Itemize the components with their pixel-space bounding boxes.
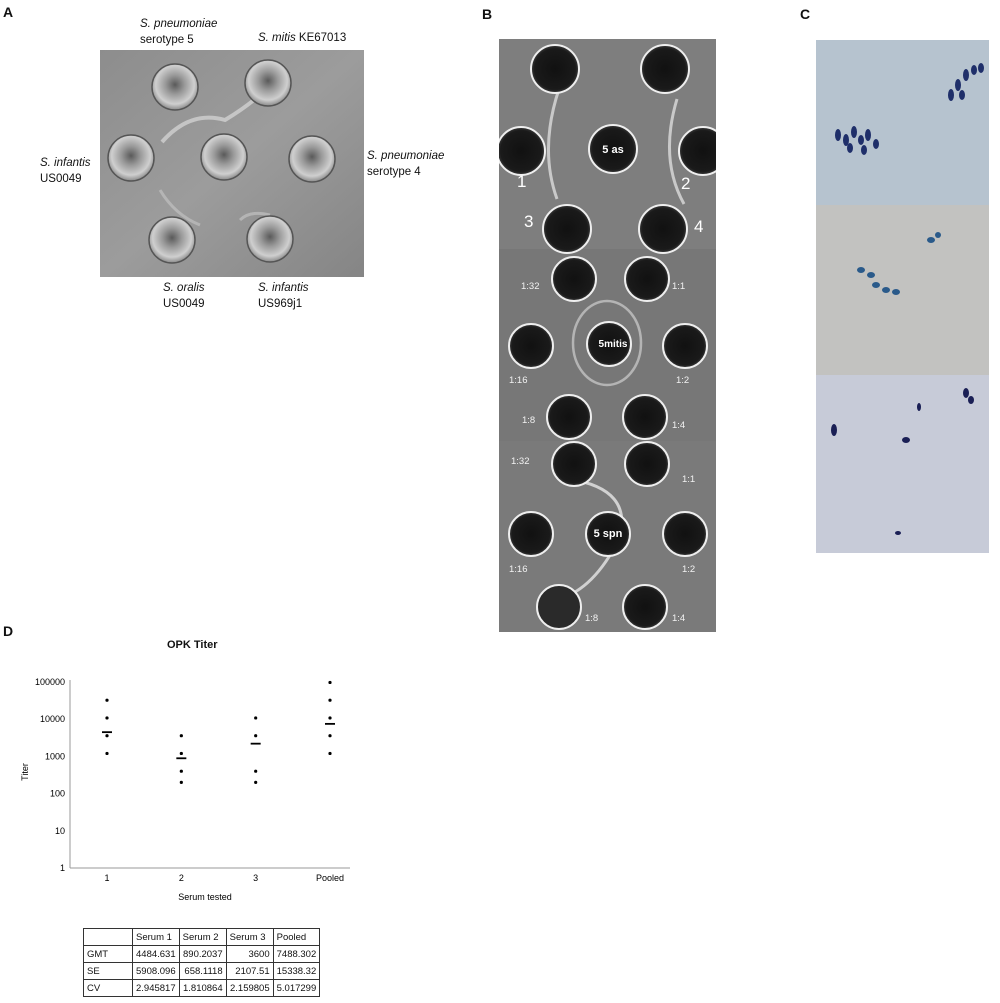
y-tick-label: 10 xyxy=(54,825,65,836)
table-cell: Serum 2 xyxy=(179,929,226,946)
well-number: 1 xyxy=(517,172,527,191)
agar-plate-photo-b xyxy=(499,39,716,632)
data-point xyxy=(328,752,331,755)
table-header-row xyxy=(84,929,320,946)
species-name: S. mitis xyxy=(258,32,296,44)
well-number: 3 xyxy=(524,212,534,231)
label-s-mitis xyxy=(258,30,346,46)
dilution-label: 1:1 xyxy=(672,281,686,292)
table-cell: 5.017299 xyxy=(273,980,320,997)
species-name: S. pneumoniae xyxy=(140,18,218,30)
table-cell: 658.1118 xyxy=(179,963,226,980)
table-cell: 4484.631 xyxy=(133,946,180,963)
data-point xyxy=(105,752,108,755)
well-number: 2 xyxy=(681,174,691,193)
y-tick-label: 10000 xyxy=(39,714,65,725)
species-name: S. oralis xyxy=(163,282,205,294)
table-cell: Serum 1 xyxy=(133,929,180,946)
species-name: S. pneumoniae xyxy=(367,150,445,162)
dilution-label: 1:2 xyxy=(676,375,690,386)
table-cell: CV xyxy=(84,980,133,997)
table-cell: 5908.096 xyxy=(133,963,180,980)
strain-name: serotype 4 xyxy=(367,166,421,178)
table-cell: 2107.51 xyxy=(226,963,273,980)
table-row xyxy=(84,980,320,997)
x-tick-label: 2 xyxy=(178,873,184,883)
data-point xyxy=(254,716,257,719)
label-s-pneumoniae-5 xyxy=(140,16,217,48)
micrograph-strip-c xyxy=(816,40,989,553)
y-tick-label: 1 xyxy=(59,863,65,873)
strain-name: serotype 5 xyxy=(140,34,194,46)
table-cell: 2.945817 xyxy=(133,980,180,997)
data-point xyxy=(254,781,257,784)
dilution-label: 1:16 xyxy=(509,375,528,386)
opk-titer-chart xyxy=(15,670,360,915)
dilution-label: 1:2 xyxy=(682,564,696,575)
x-tick-label: 3 xyxy=(253,873,259,883)
data-point xyxy=(328,716,331,719)
x-tick-label: 1 xyxy=(104,873,110,883)
table-cell: Pooled xyxy=(273,929,320,946)
data-point xyxy=(105,734,108,737)
data-point xyxy=(328,734,331,737)
label-s-infantis-left xyxy=(40,155,91,187)
table-cell: 15338.32 xyxy=(273,963,320,980)
table-cell: 7488.302 xyxy=(273,946,320,963)
dilution-label: 1:8 xyxy=(585,613,599,624)
label-s-infantis-bottom xyxy=(258,280,309,312)
dilution-label: 1:32 xyxy=(511,456,530,467)
label-s-oralis xyxy=(163,280,205,312)
table-cell: 3600 xyxy=(226,946,273,963)
data-point xyxy=(180,781,183,784)
species-name: S. infantis xyxy=(258,282,309,294)
table-cell: 2.159805 xyxy=(226,980,273,997)
label-s-pneumoniae-4 xyxy=(367,148,444,180)
table-cell xyxy=(84,929,133,946)
strain-name: KE67013 xyxy=(298,32,347,44)
table-row xyxy=(84,946,320,963)
dilution-label: 1:1 xyxy=(682,474,696,485)
dilution-label: 1:32 xyxy=(521,281,540,292)
data-point xyxy=(328,681,331,684)
dilution-label: 1:16 xyxy=(509,564,528,575)
table-cell: 1.810864 xyxy=(179,980,226,997)
dilution-label: 1:4 xyxy=(672,613,686,624)
species-name: S. infantis xyxy=(40,157,91,169)
data-point xyxy=(105,699,108,702)
center-label: 5 spn xyxy=(593,528,623,540)
dilution-label: 1:8 xyxy=(522,415,536,426)
panel-letter-d: D xyxy=(3,623,14,639)
table-cell: Serum 3 xyxy=(226,929,273,946)
y-tick-label: 100 xyxy=(49,788,65,799)
data-point xyxy=(328,699,331,702)
center-label: 5mitis xyxy=(598,339,628,350)
x-axis-label: Serum tested xyxy=(178,892,232,902)
chart-title: OPK Titer xyxy=(167,639,218,651)
data-point xyxy=(180,734,183,737)
strain-name: US0049 xyxy=(40,173,82,185)
dilution-label: 1:4 xyxy=(672,420,686,431)
strain-name: US0049 xyxy=(163,298,205,310)
y-axis-label: Titer xyxy=(20,763,30,781)
strain-name: US969j1 xyxy=(258,298,303,310)
panel-letter-c: C xyxy=(800,6,811,22)
stats-table xyxy=(83,928,320,997)
agar-plate-photo-a xyxy=(100,50,364,277)
x-tick-label: Pooled xyxy=(315,873,345,883)
data-point xyxy=(254,770,257,773)
panel-letter-a: A xyxy=(3,4,14,20)
table-cell: GMT xyxy=(84,946,133,963)
y-tick-label: 1000 xyxy=(44,751,65,762)
data-point xyxy=(180,752,183,755)
table-cell: 890.2037 xyxy=(179,946,226,963)
data-point xyxy=(180,770,183,773)
table-cell: SE xyxy=(84,963,133,980)
y-tick-label: 100000 xyxy=(34,677,65,687)
center-label: 5 as xyxy=(602,144,624,156)
table-row xyxy=(84,963,320,980)
panel-letter-b: B xyxy=(482,6,493,22)
data-point xyxy=(105,716,108,719)
well-number: 4 xyxy=(694,217,704,236)
data-point xyxy=(254,734,257,737)
